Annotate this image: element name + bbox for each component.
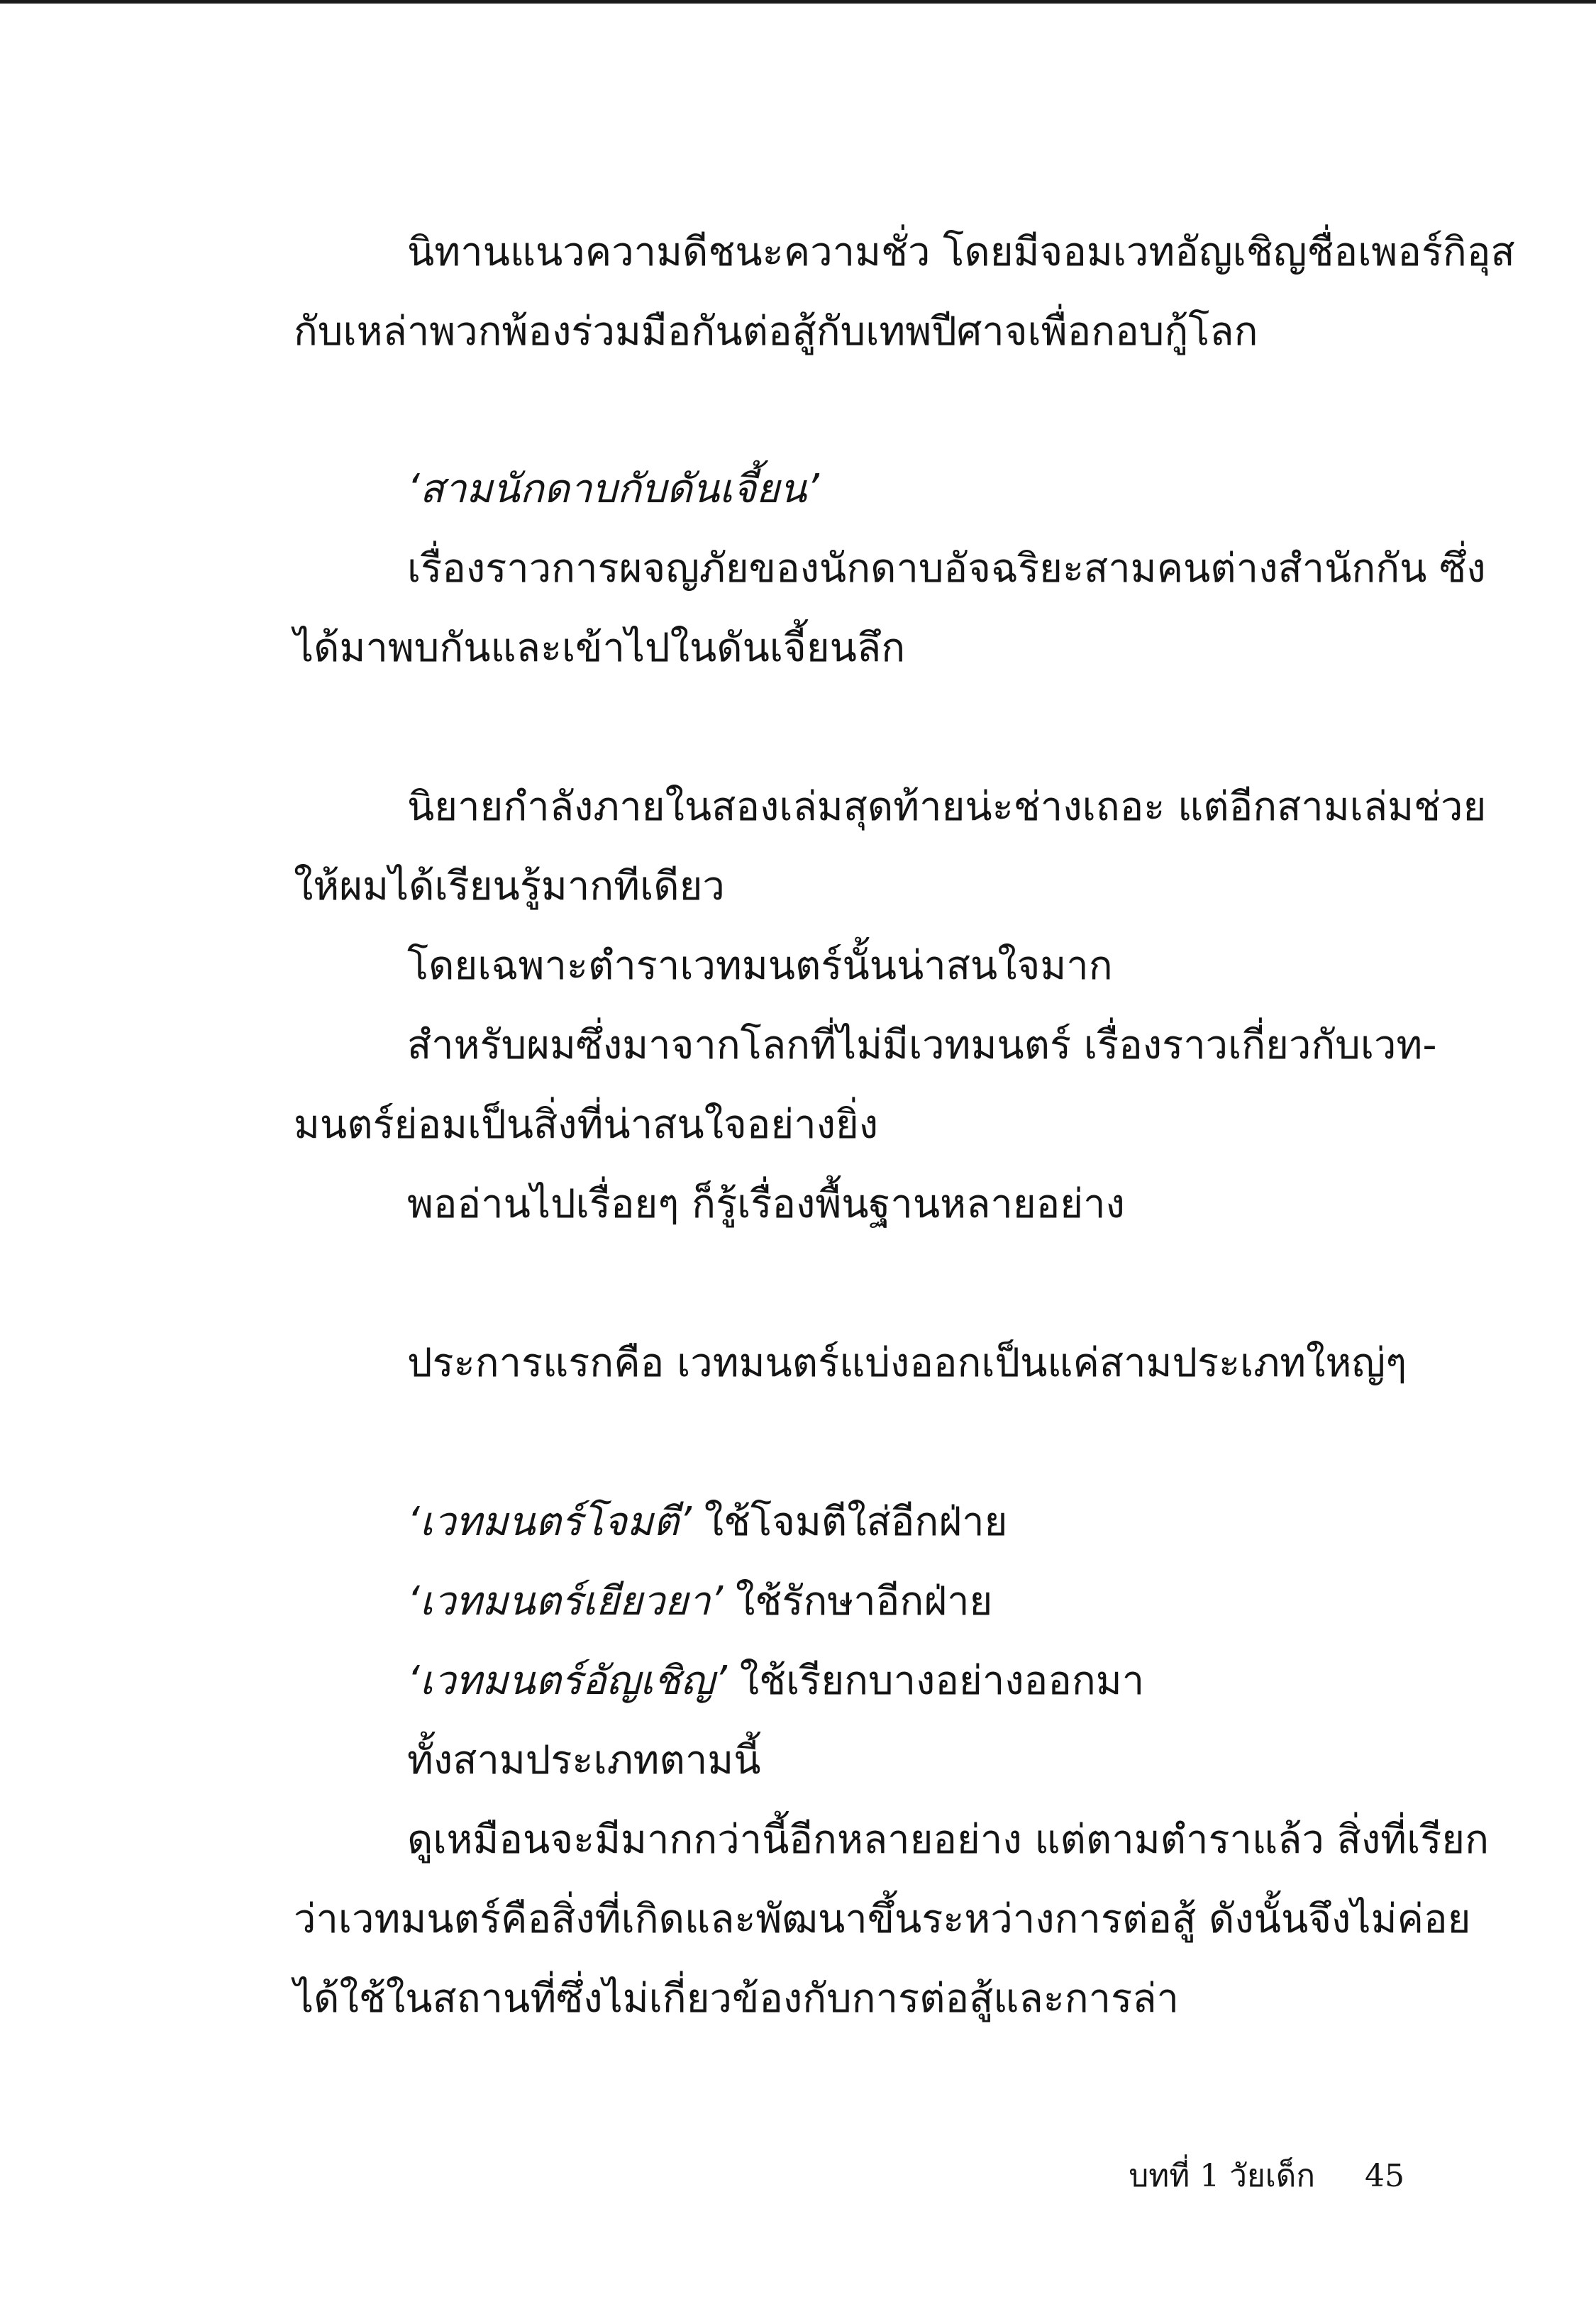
paragraph-line: กับเหล่าพวกพ้องร่วมมือกันต่อสู้กับเทพปีศาจเพื่อกอบกู้โลก — [294, 309, 1258, 355]
paragraph-line: โดยเฉพาะตำราเวทมนตร์นั้นน่าสนใจมาก — [407, 943, 1113, 989]
paragraph-line: นิทานแนวความดีชนะความชั่ว โดยมีจอมเวทอัญเชิญชื่อเพอร์กิอุส — [407, 229, 1515, 275]
paragraph-line: ให้ผมได้เรียนรู้มากทีเดียว — [294, 863, 725, 909]
spell-type-description: ใช้เรียกบางอย่างออกมา — [726, 1658, 1145, 1704]
paragraph-line: ดูเหมือนจะมีมากกว่านี้อีกหลายอย่าง แต่ตามตำราแล้ว สิ่งที่เรียก — [407, 1817, 1490, 1863]
spell-type-name: ‘เวทมนตร์อัญเชิญ’ — [407, 1658, 727, 1704]
paragraph-line: ประการแรกคือ เวทมนตร์แบ่งออกเป็นแค่สามประเภทใหญ่ๆ — [407, 1340, 1407, 1386]
section-title: ‘สามนักดาบกับดันเจี้ยน’ — [407, 466, 819, 512]
page-footer — [1121, 2158, 1404, 2194]
list-item — [0, 1658, 1596, 1704]
paragraph-line: มนตร์ย่อมเป็นสิ่งที่น่าสนใจอย่างยิ่ง — [294, 1102, 879, 1148]
chapter-label: บทที่ 1 วัยเด็ก — [1129, 2158, 1315, 2194]
paragraph-line: พออ่านไปเรื่อยๆ ก็รู้เรื่องพื้นฐานหลายอย่าง — [407, 1181, 1125, 1227]
paragraph-line: เรื่องราวการผจญภัยของนักดาบอัจฉริยะสามคนต่างสำนักกัน ซึ่ง — [407, 546, 1486, 592]
spell-type-description: ใช้รักษาอีกฝ่าย — [723, 1578, 993, 1624]
page-number: 45 — [1365, 2158, 1404, 2194]
paragraph-line: นิยายกำลังภายในสองเล่มสุดท้ายน่ะช่างเถอะ แต่อีกสามเล่มช่วย — [407, 784, 1487, 830]
paragraph-line: ว่าเวทมนตร์คือสิ่งที่เกิดและพัฒนาขึ้นระหว่างการต่อสู้ ดังนั้นจึงไม่ค่อย — [294, 1896, 1471, 1942]
list-item — [0, 1499, 1596, 1545]
spell-type-name: ‘เวทมนตร์โจมตี’ — [407, 1499, 692, 1545]
top-border-rule — [0, 0, 1596, 4]
paragraph-line: ได้มาพบกันและเข้าไปในดันเจี้ยนลึก — [294, 625, 906, 671]
spell-type-name: ‘เวทมนตร์เยียวยา’ — [407, 1578, 724, 1624]
paragraph-line: สำหรับผมซึ่งมาจากโลกที่ไม่มีเวทมนตร์ เรื่องราวเกี่ยวกับเวท- — [407, 1022, 1437, 1068]
spell-type-description: ใช้โจมตีใส่อีกฝ่าย — [691, 1499, 1008, 1545]
list-item — [0, 1578, 1596, 1624]
paragraph-line: ทั้งสามประเภทตามนี้ — [407, 1737, 761, 1783]
paragraph-line: ได้ใช้ในสถานที่ซึ่งไม่เกี่ยวข้องกับการต่อสู้และการล่า — [294, 1976, 1179, 2022]
